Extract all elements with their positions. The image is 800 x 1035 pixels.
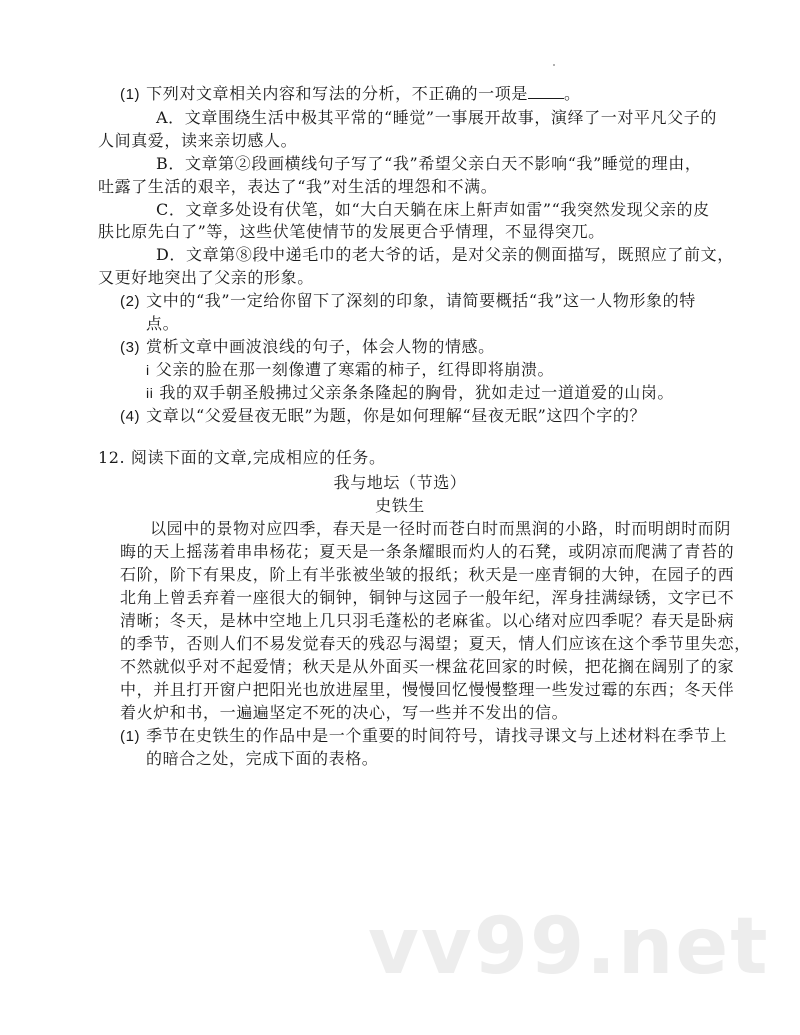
article-author: 史铁生 (375, 496, 425, 515)
answer-blank (528, 84, 564, 99)
q1-number: (1) (120, 86, 141, 103)
article-title: 我与地坛（节选） (333, 473, 467, 492)
article-paragraph-line: 晦的天上摇荡着串串杨花；夏天是一条条耀眼而灼人的石凳，或阴凉而爬满了青苔的 (120, 542, 735, 561)
q12-heading: 12. 阅读下面的文章,完成相应的任务。 (98, 448, 386, 467)
q3-number: (3) (120, 339, 141, 356)
q1-option-d-line2: 又更好地突出了父亲的形象。 (98, 268, 314, 287)
q2-line2: 点。 (146, 314, 180, 333)
q1-option-c-line2: 肤比原先白了”等，这些伏笔使情节的发展更合乎情理，不显得突兀。 (98, 222, 605, 241)
article-paragraph-line: 北角上曾丢弃着一座很大的铜钟，铜钟与这园子一般年纪，浑身挂满绿锈，文字已不 (120, 588, 735, 607)
q1-option-d-line1: D．文章第⑧段中递毛巾的老大爷的话，是对父亲的侧面描写，既照应了前文， (156, 245, 734, 264)
q12-sub1-line1: (1) 季节在史铁生的作品中是一个重要的时间符号，请找寻课文与上述材料在季节上 (120, 726, 728, 745)
q12-sub1-line2: 的暗合之处，完成下面的表格。 (146, 749, 379, 768)
q1-option-a-line1: A．文章围绕生活中极其平常的“睡觉”一事展开故事，演绎了一对平凡父子的 (156, 108, 717, 127)
article-paragraph-line: 中，并且打开窗户把阳光也放进屋里，慢慢回忆慢慢整理一些发过霉的东西；冬天伴 (120, 680, 735, 699)
article-paragraph-line: 石阶，阶下有果皮，阶上有半张被坐皱的报纸；秋天是一座青铜的大钟，在园子的西 (120, 565, 735, 584)
speck (553, 64, 555, 66)
watermark: vv99.net (368, 902, 770, 992)
q3-item-i: i 父亲的脸在那一刻像遭了寒霜的柿子，红得即将崩溃。 (146, 360, 555, 379)
q2-line1: (2) 文中的“我”一定给你留下了深刻的印象，请简要概括“我”这一人物形象的特 (120, 291, 696, 310)
q4-line: (4) 文章以“父爱昼夜无眠”为题，你是如何理解“昼夜无眠”这四个字的？ (120, 406, 647, 425)
q4-number: (4) (120, 408, 141, 425)
article-paragraph-line: 的季节，否则人们不易发觉春天的残忍与渴望；夏天，情人们应该在这个季节里失恋， (120, 634, 751, 653)
article-paragraph-line: 清晰；冬天，是林中空地上几只羽毛蓬松的老麻雀。以心绪对应四季呢？春天是卧病 (120, 611, 735, 630)
q1-option-b-line1: B．文章第②段画横线句子写了“我”希望父亲白天不影响“我”睡觉的理由， (156, 154, 702, 173)
article-paragraph-line: 以园中的景物对应四季，春天是一径时而苍白时而黑润的小路，时而明朗时而阴 (150, 519, 732, 538)
article-paragraph-line: 不然就似乎对不起爱情；秋天是从外面买一棵盆花回家的时候，把花搁在阔别了的家 (120, 657, 735, 676)
q2-number: (2) (120, 293, 141, 310)
q3-stem: (3) 赏析文章中画波浪线的句子，体会人物的情感。 (120, 337, 495, 356)
q1-option-a-line2: 人间真爱，读来亲切感人。 (98, 131, 298, 150)
q1-option-b-line2: 吐露了生活的艰辛，表达了“我”对生活的埋怨和不满。 (98, 177, 498, 196)
q12-sub1-number: (1) (120, 728, 141, 745)
q1-stem: (1) 下列对文章相关内容和写法的分析，不正确的一项是 。 (120, 84, 581, 103)
q3-item-ii: ii 我的双手朝圣般拂过父亲条条隆起的胸骨，犹如走过一道道爱的山岗。 (146, 383, 675, 402)
article-paragraph-line: 着火炉和书，一遍遍坚定不死的决心，写一些并不发出的信。 (120, 703, 569, 722)
q1-option-c-line1: C．文章多处设有伏笔，如“大白天躺在床上鼾声如雷”“我突然发现父亲的皮 (156, 200, 710, 219)
q1-stem-text: 下列对文章相关内容和写法的分析，不正确的一项是 (146, 84, 528, 103)
